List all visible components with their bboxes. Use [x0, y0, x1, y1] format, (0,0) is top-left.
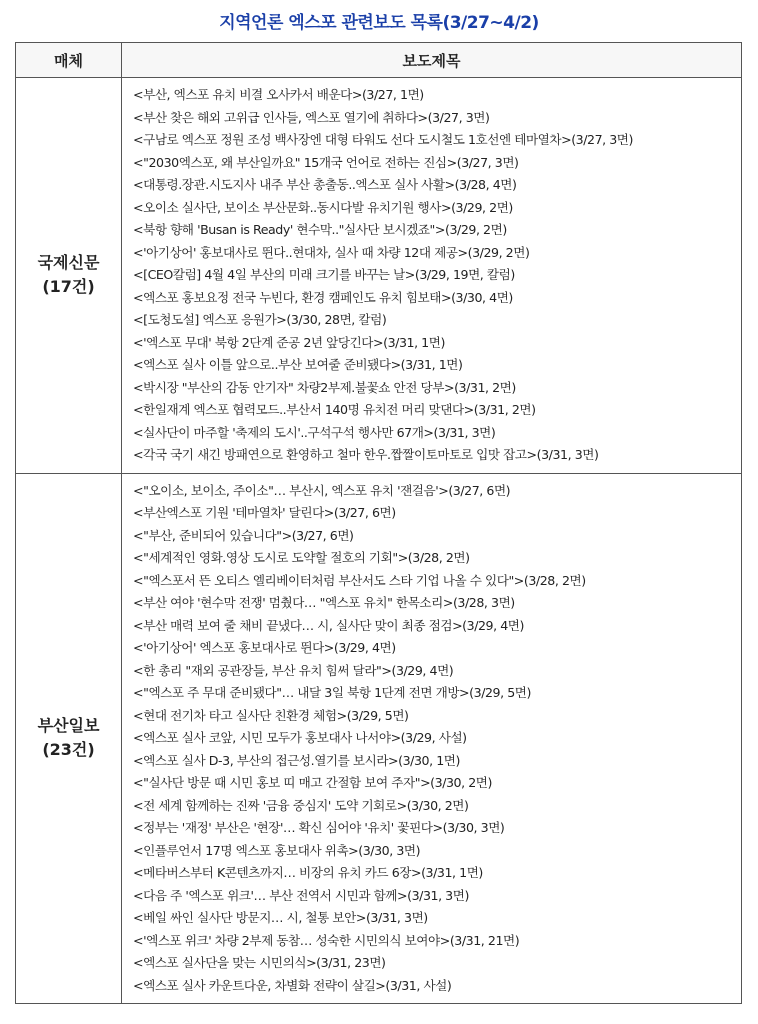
article-item: <오이소 실사단, 보이소 부산문화..동시다발 유치기원 행사>(3/29, 2면)	[133, 199, 513, 215]
article-item: <'엑스포 무대' 북항 2단계 준공 2년 앞당긴다>(3/31, 1면)	[133, 334, 445, 350]
article-item: <"엑스포 주 무대 준비됐다"… 내달 3일 북항 1단계 전면 개방>(3/29, 5면)	[133, 685, 531, 700]
article-item: <한일재계 엑스포 협력모드..부산서 140명 유치전 머리 맞댄다>(3/31, 2면)	[133, 402, 536, 417]
titles-cell	[122, 78, 742, 474]
group-row-busan	[16, 473, 742, 1004]
article-item: <"2030엑스포, 왜 부산일까요" 15개국 언어로 전하는 진심>(3/27, 3면)	[133, 154, 519, 170]
table-header-row	[16, 43, 742, 78]
article-item: <"오이소, 보이소, 주이소"… 부산시, 엑스포 유치 '잰걸음'>(3/27, 6면)	[133, 482, 511, 498]
article-list	[122, 78, 741, 473]
document-title: 지역언론 엑스포 관련보도 목록(3/27~4/2)	[219, 13, 539, 33]
media-cell	[16, 78, 122, 474]
article-item: <엑스포 실사 D-3, 부산의 접근성.열기를 보시라>(3/30, 1면)	[133, 752, 460, 768]
article-item: <'엑스포 위크' 차량 2부제 동참… 성숙한 시민의식 보여야>(3/31, 21면)	[133, 932, 520, 948]
article-item: <한 총리 "재외 공관장들, 부산 유치 힘써 달라">(3/29, 4면)	[133, 662, 454, 678]
media-cell	[16, 473, 122, 1004]
article-item: <정부는 '재정' 부산은 '현장'… 확신 심어야 '유치' 꽃핀다>(3/30, 3면)	[133, 820, 505, 835]
article-item: <"부산, 준비되어 있습니다">(3/27, 6면)	[133, 527, 354, 543]
media-count: (17건)	[42, 277, 95, 297]
article-item: <부산, 엑스포 유치 비결 오사카서 배운다>(3/27, 1면)	[133, 87, 424, 102]
header-titles: 보도제목	[122, 43, 742, 78]
article-item: <엑스포 실사 카운트다운, 차별화 전략이 살길>(3/31, 사설)	[133, 977, 452, 993]
article-item: <'아기상어' 홍보대사로 뛴다..현대차, 실사 때 차량 12대 제공>(3/29, 2면)	[133, 244, 530, 260]
article-item: <"실사단 방문 때 시민 홍보 띠 매고 간절함 보여 주자">(3/30, 2면)	[133, 775, 492, 790]
article-item: <북항 향해 'Busan is Ready' 현수막.."실사단 보시겠죠">(3/29, 2면)	[133, 222, 507, 237]
media-name: 부산일보	[37, 716, 100, 736]
media-name: 국제신문	[37, 253, 100, 273]
article-item: <부산 여야 '현수막 전쟁' 멈췄다… "엑스포 유치" 한목소리>(3/28, 3면)	[133, 595, 515, 610]
article-item: <현대 전기차 타고 실사단 친환경 체험>(3/29, 5면)	[133, 707, 409, 723]
group-row-kookje	[16, 78, 742, 474]
article-item: <부산엑스포 기원 '테마열차' 달린다>(3/27, 6면)	[133, 505, 396, 520]
article-item: <다음 주 '엑스포 위크'… 부산 전역서 시민과 함께>(3/31, 3면)	[133, 887, 469, 903]
article-item: <베일 싸인 실사단 방문지… 시, 철통 보안>(3/31, 3면)	[133, 910, 428, 925]
article-item: <메타버스부터 K콘텐츠까지… 비장의 유치 카드 6장>(3/31, 1면)	[133, 865, 483, 880]
article-item: <대통령.장관.시도지사 내주 부산 총출동..엑스포 실사 사활>(3/28, 4면)	[133, 177, 517, 192]
article-item: <"엑스포서 뜬 오티스 엘리베이터처럼 부산서도 스타 기업 나올 수 있다">(3/28, 2면)	[133, 572, 586, 588]
article-item: <[CEO칼럼] 4월 4일 부산의 미래 크기를 바꾸는 날>(3/29, 19면, 칼럼)	[133, 267, 515, 282]
article-item: <구남로 엑스포 정원 조성 백사장엔 대형 타워도 선다 도시철도 1호선엔 테마열차>(3/27, 3면)	[133, 132, 633, 147]
article-item: <실사단이 마주할 '축제의 도시'..구석구석 행사만 67개>(3/31, 3면)	[133, 424, 496, 440]
article-item: <'아기상어' 엑스포 홍보대사로 뛴다>(3/29, 4면)	[133, 640, 396, 655]
article-item: <부산 찾은 해외 고위급 인사들, 엑스포 열기에 취하다>(3/27, 3면)	[133, 109, 490, 125]
article-item: <박시장 "부산의 감동 안기자" 차량2부제.불꽃쇼 안전 당부>(3/31, 2면)	[133, 379, 516, 395]
article-item: <부산 매력 보여 줄 채비 끝냈다… 시, 실사단 맞이 최종 점검>(3/29, 4면)	[133, 617, 524, 633]
article-item: <엑스포 실사 코앞, 시민 모두가 홍보대사 나서야>(3/29, 사설)	[133, 730, 467, 745]
article-item: <엑스포 실사단을 맞는 시민의식>(3/31, 23면)	[133, 955, 386, 970]
article-list	[122, 474, 741, 1004]
article-item: <전 세계 함께하는 진짜 '금융 중심지' 도약 기회로>(3/30, 2면)	[133, 797, 469, 813]
titles-cell	[122, 473, 742, 1004]
article-item: <"세계적인 영화.영상 도시로 도약할 절호의 기회">(3/28, 2면)	[133, 550, 470, 565]
header-media: 매체	[16, 43, 122, 78]
article-item: <엑스포 실사 이틀 앞으로..부산 보여줄 준비됐다>(3/31, 1면)	[133, 357, 463, 372]
article-item: <[도청도설] 엑스포 응원가>(3/30, 28면, 칼럼)	[133, 312, 387, 327]
article-item: <엑스포 홍보요정 전국 누빈다, 환경 캠페인도 유치 힘보태>(3/30, 4면)	[133, 289, 513, 305]
press-list-table	[15, 42, 742, 1004]
article-item: <각국 국기 새긴 방패연으로 환영하고 철마 한우.짭짤이토마토로 입맛 잡고>(3/31, 3면)	[133, 447, 599, 462]
media-count: (23건)	[42, 740, 95, 760]
article-item: <인플루언서 17명 엑스포 홍보대사 위촉>(3/30, 3면)	[133, 842, 421, 858]
